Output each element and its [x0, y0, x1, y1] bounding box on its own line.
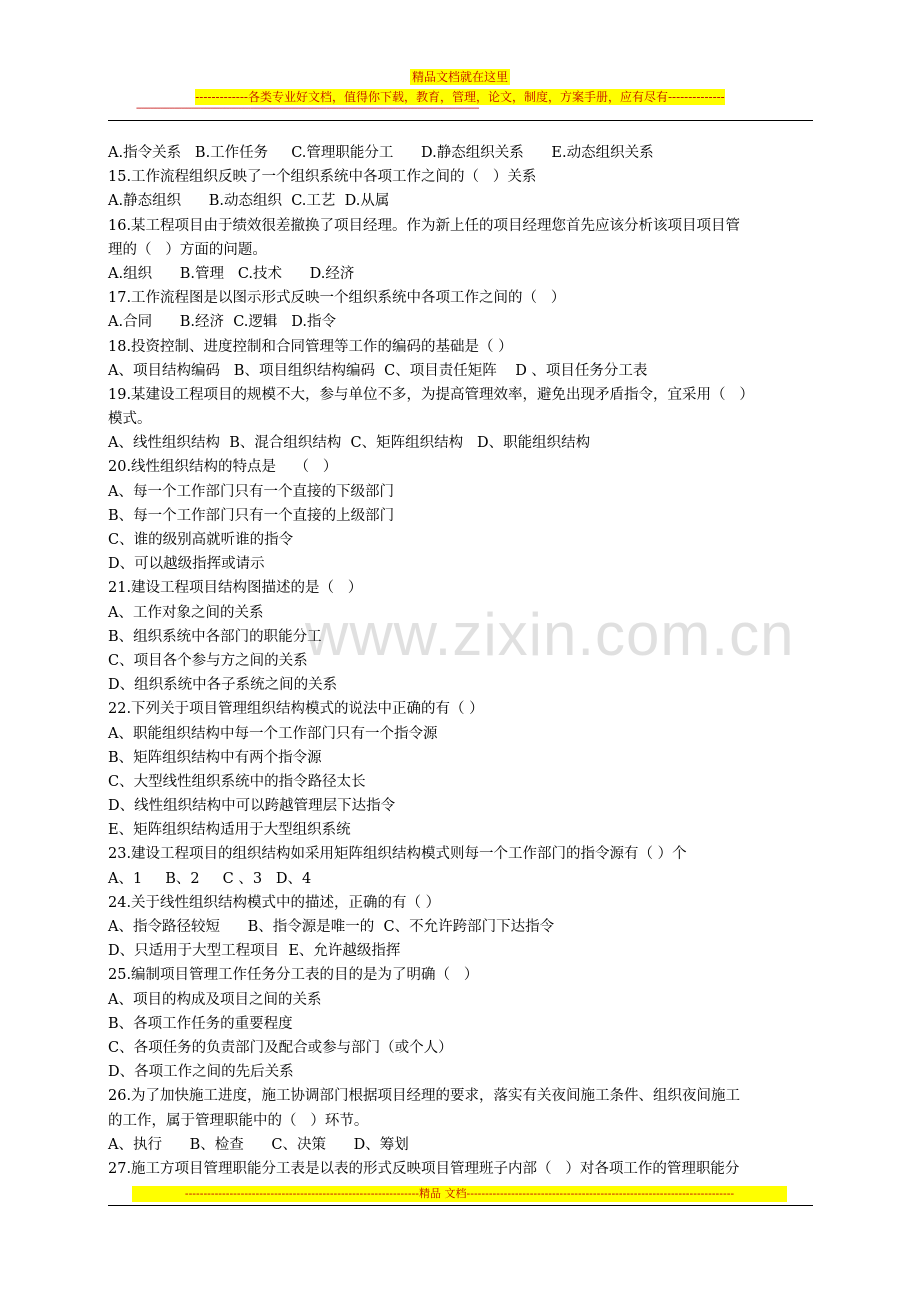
text-line: 模式。	[108, 411, 152, 428]
text-line: 理的（ ）方面的问题。	[108, 241, 267, 258]
text-line: 20.线性组织结构的特点是 （ ）	[108, 459, 338, 476]
text-line: D、组织系统中各子系统之间的关系	[108, 677, 338, 694]
text-line: B、组织系统中各部门的职能分工	[108, 628, 322, 645]
text-line: D、线性组织结构中可以跨越管理层下达指令	[108, 798, 396, 815]
text-line: A、1 B、2 C 、3 D、4	[108, 870, 312, 887]
text-line: A.组织 B.管理 C.技术 D.经济	[108, 265, 355, 282]
text-line: 26.为了加快施工进度，施工协调部门根据项目经理的要求，落实有关夜间施工条件、组织夜间施工	[108, 1088, 741, 1105]
header-banner: -------------各类专业好文档，值得你下载，教育，管理，论文，制度，方案手册，应有尽有--------------	[195, 90, 725, 104]
text-line: A、职能组织结构中每一个工作部门只有一个指令源	[108, 725, 438, 742]
footer-banner: ---------------------------------------------------------------精品 文档------------------------------------------------------------------------	[132, 1186, 787, 1202]
text-line: D、可以越级指挥或请示	[108, 556, 265, 573]
text-line: D、各项工作之间的先后关系	[108, 1064, 294, 1081]
text-line: A、项目结构编码 B、项目组织结构编码 C、项目责任矩阵 D 、项目任务分工表	[108, 362, 648, 379]
text-line: 19.某建设工程项目的规模不大，参与单位不多，为提高管理效率，避免出现矛盾指令，宜采用（ ）	[108, 386, 754, 403]
watermark: www.zixin.com.cn	[305, 601, 795, 668]
header-dashes: ------------------------------------------------------------------------------------------------------------------------------------------------	[136, 104, 479, 114]
text-line: A、指令路径较短 B、指令源是唯一的 C、不允许跨部门下达指令	[108, 919, 555, 935]
text-line: 16.某工程项目由于绩效很差撤换了项目经理。作为新上任的项目经理您首先应该分析该项目项目管	[108, 217, 741, 234]
text-line: A、线性组织结构 B、混合组织结构 C、矩阵组织结构 D、职能组织结构	[108, 435, 591, 452]
text-line: B、各项工作任务的重要程度	[108, 1015, 293, 1032]
text-line: D、只适用于大型工程项目 E、允许越级指挥	[108, 943, 401, 960]
text-line: C、谁的级别高就听谁的指令	[108, 532, 294, 548]
text-line: 23.建设工程项目的组织结构如采用矩阵组织结构模式则每一个工作部门的指令源有（ ）个	[108, 846, 687, 863]
text-line: A.合同 B.经济 C.逻辑 D.指令	[108, 314, 336, 331]
text-line: 25.编制项目管理工作任务分工表的目的是为了明确（ ）	[108, 967, 479, 984]
footer-rule	[108, 1205, 813, 1206]
text-line: A、每一个工作部门只有一个直接的下级部门	[108, 483, 394, 500]
text-line: C、项目各个参与方之间的关系	[108, 652, 308, 669]
text-line: A、执行 B、检查 C、决策 D、筹划	[108, 1136, 409, 1153]
text-line: 18.投资控制、进度控制和合同管理等工作的编码的基础是（ ）	[108, 338, 513, 355]
text-line: C、大型线性组织系统中的指令路径太长	[108, 773, 366, 790]
text-line: 22.下列关于项目管理组织结构模式的说法中正确的有（ ）	[108, 701, 484, 718]
text-line: B、每一个工作部门只有一个直接的上级部门	[108, 507, 395, 524]
document-body	[108, 141, 820, 1181]
text-line: 24.关于线性组织结构模式中的描述，正确的有（ ）	[108, 894, 441, 911]
text-line: B、矩阵组织结构中有两个指令源	[108, 749, 322, 766]
text-line: A、工作对象之间的关系	[108, 604, 264, 621]
text-line: C、各项任务的负责部门及配合或参与部门（或个人）	[108, 1039, 453, 1056]
text-line: 17.工作流程图是以图示形式反映一个组织系统中各项工作之间的（ ）	[108, 290, 566, 307]
text-line: 27.施工方项目管理职能分工表是以表的形式反映项目管理班子内部（ ）对各项工作的管理职能分	[108, 1160, 740, 1177]
text-line: 21.建设工程项目结构图描述的是（ ）	[108, 580, 363, 597]
header-rule	[108, 120, 813, 121]
text-line: A.指令关系 B.工作任务 C.管理职能分工 D.静态组织关系 E.动态组织关系	[108, 145, 654, 161]
text-line: 15.工作流程组织反映了一个组织系统中各项工作之间的（ ）关系	[108, 169, 537, 186]
text-line: A、项目的构成及项目之间的关系	[108, 991, 322, 1008]
header-title: 精品文档就在这里	[411, 70, 508, 84]
text-line: A.静态组织 B.动态组织 C.工艺 D.从属	[108, 193, 390, 210]
text-line: 的工作，属于管理职能中的（ ）环节。	[108, 1112, 369, 1129]
text-line: E、矩阵组织结构适用于大型组织系统	[108, 822, 351, 839]
